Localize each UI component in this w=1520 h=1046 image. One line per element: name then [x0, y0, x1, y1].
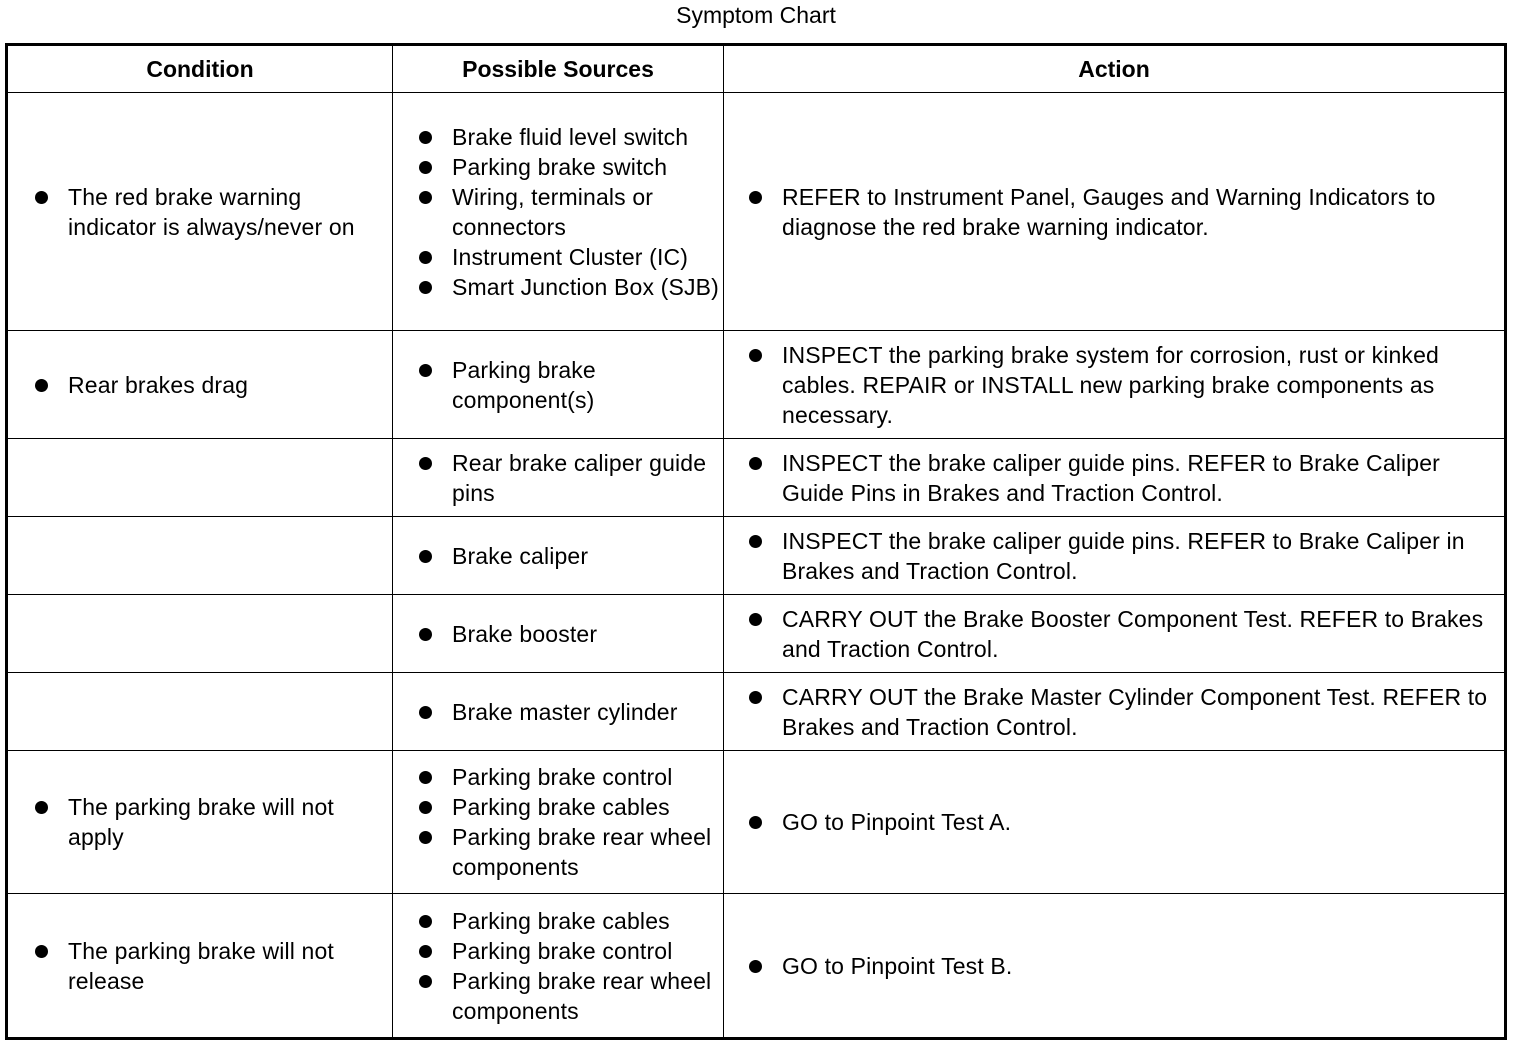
bullet-icon — [419, 915, 432, 928]
bullet-icon — [749, 191, 762, 204]
list-item — [782, 340, 1490, 430]
bullet-icon — [35, 191, 48, 204]
condition-cell — [7, 894, 393, 1039]
bullet-icon — [419, 706, 432, 719]
list-item — [452, 792, 719, 822]
source-item-text: Parking brake component(s) — [452, 356, 596, 413]
table-row — [7, 673, 1506, 751]
bullet-list — [393, 619, 723, 649]
list-item — [452, 448, 719, 508]
page-title: Symptom Chart — [676, 2, 836, 28]
bullet-icon — [419, 131, 432, 144]
bullet-icon — [749, 535, 762, 548]
source-item-text: Brake master cylinder — [452, 698, 678, 725]
source-item-text: Wiring, terminals or connectors — [452, 183, 654, 240]
possible-sources-cell — [393, 673, 724, 751]
possible-sources-cell — [393, 517, 724, 595]
action-cell — [724, 331, 1506, 439]
list-item — [782, 182, 1490, 242]
action-item-text: INSPECT the brake caliper guide pins. REFER to Brake Caliper in Brakes and Traction Control. — [782, 527, 1465, 584]
bullet-icon — [419, 945, 432, 958]
condition-cell — [7, 517, 393, 595]
list-item — [452, 182, 719, 242]
bullet-list — [393, 122, 723, 302]
source-item-text: Parking brake cables — [452, 794, 670, 820]
table-body — [7, 93, 1506, 1039]
list-item — [452, 122, 719, 152]
condition-cell — [7, 93, 393, 331]
bullet-icon — [419, 364, 432, 377]
condition-item-text: The red brake warning indicator is always/never on — [68, 183, 355, 240]
header-possible-sources: Possible Sources — [393, 45, 724, 93]
table-row — [7, 595, 1506, 673]
source-item-text: Parking brake rear wheel components — [452, 967, 712, 1024]
header-row — [7, 45, 1506, 93]
bullet-list — [8, 936, 392, 996]
bullet-icon — [749, 613, 762, 626]
condition-item-text: The parking brake will not release — [68, 937, 334, 994]
condition-item-text: The parking brake will not apply — [68, 794, 334, 850]
possible-sources-cell — [393, 331, 724, 439]
possible-sources-cell — [393, 751, 724, 894]
source-item-text: Brake fluid level switch — [452, 123, 689, 150]
list-item — [782, 807, 1490, 837]
header-condition: Condition — [7, 45, 393, 93]
bullet-icon — [419, 550, 432, 563]
source-item-text: Brake booster — [452, 620, 598, 647]
source-item-text: Brake caliper — [452, 542, 589, 569]
bullet-icon — [35, 945, 48, 958]
list-item — [452, 906, 719, 936]
bullet-icon — [35, 379, 48, 392]
list-item — [452, 822, 719, 882]
action-item-text: GO to Pinpoint Test A. — [782, 809, 1012, 835]
action-cell — [724, 517, 1506, 595]
bullet-list — [393, 762, 723, 882]
list-item — [782, 951, 1490, 981]
bullet-icon — [419, 191, 432, 204]
source-item-text: Smart Junction Box (SJB) — [452, 273, 719, 300]
bullet-icon — [419, 628, 432, 641]
bullet-icon — [419, 831, 432, 844]
symptom-chart-table — [5, 43, 1507, 1040]
list-item — [452, 152, 719, 182]
source-item-text: Parking brake control — [452, 937, 673, 964]
action-cell — [724, 673, 1506, 751]
bullet-list — [393, 355, 723, 415]
bullet-icon — [749, 960, 762, 973]
action-item-text: REFER to Instrument Panel, Gauges and Warning Indicators to diagnose the red brake warning indicator. — [782, 183, 1436, 240]
list-item — [782, 604, 1490, 664]
bullet-icon — [419, 975, 432, 988]
condition-item-text: Rear brakes drag — [68, 371, 249, 398]
source-item-text: Rear brake caliper guide pins — [452, 449, 707, 506]
list-item — [68, 792, 386, 852]
bullet-icon — [749, 457, 762, 470]
action-cell — [724, 93, 1506, 331]
action-cell — [724, 439, 1506, 517]
action-item-text: CARRY OUT the Brake Master Cylinder Component Test. REFER to Brakes and Traction Control. — [782, 683, 1488, 740]
table-row — [7, 894, 1506, 1039]
bullet-list — [724, 448, 1504, 508]
bullet-icon — [419, 457, 432, 470]
list-item — [782, 526, 1490, 586]
bullet-icon — [35, 801, 48, 814]
list-item — [782, 448, 1490, 508]
bullet-list — [724, 807, 1504, 837]
action-item-text: CARRY OUT the Brake Booster Component Test. REFER to Brakes and Traction Control. — [782, 605, 1484, 662]
condition-cell — [7, 439, 393, 517]
bullet-list — [393, 541, 723, 571]
bullet-list — [724, 340, 1504, 430]
bullet-icon — [419, 771, 432, 784]
possible-sources-cell — [393, 894, 724, 1039]
bullet-icon — [749, 349, 762, 362]
possible-sources-cell — [393, 439, 724, 517]
possible-sources-cell — [393, 93, 724, 331]
bullet-list — [393, 697, 723, 727]
action-item-text: INSPECT the brake caliper guide pins. REFER to Brake Caliper Guide Pins in Brakes and Traction Control. — [782, 449, 1440, 506]
bullet-list — [724, 604, 1504, 664]
bullet-list — [393, 448, 723, 508]
bullet-list — [8, 370, 392, 400]
list-item — [452, 541, 719, 571]
action-item-text: GO to Pinpoint Test B. — [782, 952, 1013, 979]
table-row — [7, 517, 1506, 595]
list-item — [68, 370, 386, 400]
table-row — [7, 751, 1506, 894]
header-action: Action — [724, 45, 1506, 93]
source-item-text: Parking brake control — [452, 764, 673, 790]
action-cell — [724, 751, 1506, 894]
list-item — [452, 966, 719, 1026]
bullet-icon — [419, 251, 432, 264]
bullet-icon — [419, 801, 432, 814]
condition-cell — [7, 751, 393, 894]
source-item-text: Parking brake cables — [452, 907, 670, 934]
list-item — [452, 242, 719, 272]
bullet-list — [8, 182, 392, 242]
list-item — [452, 697, 719, 727]
table-row — [7, 93, 1506, 331]
bullet-icon — [749, 816, 762, 829]
list-item — [452, 272, 719, 302]
list-item — [452, 355, 719, 415]
bullet-list — [724, 682, 1504, 742]
source-item-text: Parking brake switch — [452, 153, 668, 180]
condition-cell — [7, 595, 393, 673]
table-row — [7, 331, 1506, 439]
bullet-icon — [419, 161, 432, 174]
list-item — [452, 762, 719, 792]
list-item — [68, 182, 386, 242]
source-item-text: Parking brake rear wheel components — [452, 824, 712, 880]
bullet-list — [393, 906, 723, 1026]
possible-sources-cell — [393, 595, 724, 673]
list-item — [452, 936, 719, 966]
source-item-text: Instrument Cluster (IC) — [452, 243, 689, 270]
list-item — [782, 682, 1490, 742]
bullet-list — [724, 526, 1504, 586]
table-row — [7, 439, 1506, 517]
list-item — [68, 936, 386, 996]
condition-cell — [7, 331, 393, 439]
list-item — [452, 619, 719, 649]
condition-cell — [7, 673, 393, 751]
bullet-list — [724, 951, 1504, 981]
action-item-text: INSPECT the parking brake system for corrosion, rust or kinked cables. REPAIR or INSTALL new parking brake components as necessary. — [782, 341, 1439, 428]
bullet-list — [724, 182, 1504, 242]
bullet-list — [8, 792, 392, 852]
action-cell — [724, 894, 1506, 1039]
bullet-icon — [749, 691, 762, 704]
bullet-icon — [419, 281, 432, 294]
action-cell — [724, 595, 1506, 673]
